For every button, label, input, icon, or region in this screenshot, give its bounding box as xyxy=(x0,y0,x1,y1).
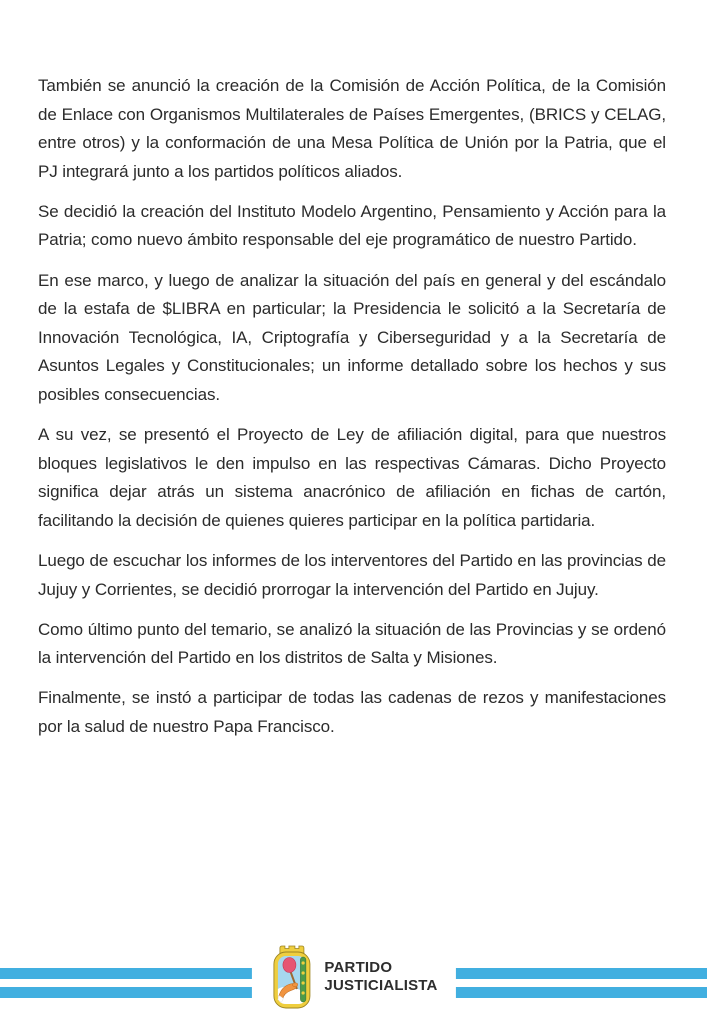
org-name-line1: PARTIDO xyxy=(324,959,393,976)
paragraph-6: Como último punto del temario, se analizó la situación de las Provincias y se ordenó la intervención del Partido en los distritos de Salta y Misiones. xyxy=(38,619,666,668)
paragraph-2: Se decidió la creación del Instituto Modelo Argentino, Pensamiento y Acción para la Patria; como nuevo ámbito responsable del eje programático de nuestro Partido. xyxy=(38,201,666,250)
paragraph-7: Finalmente, se instó a participar de todas las cadenas de rezos y manifestaciones por la salud de nuestro Papa Francisco. xyxy=(38,688,666,736)
paragraph-3: En ese marco, y luego de analizar la situación del país en general y del escándalo de la estafa de $LIBRA en particular; la Presidencia le solicitó a la Secretaría de Innovación Tecnológica, IA, Criptografía y Ciberseguridad y a la Secretaría de Asuntos Legales y Constitucionales; un informe detallado sobre los hechos y sus posibles consecuencias. xyxy=(38,270,666,404)
org-name xyxy=(324,959,437,995)
paragraph-4: A su vez, se presentó el Proyecto de Ley de afiliación digital, para que nuestros bloques legislativos le den impulso en las respectivas Cámaras. Dicho Proyecto significa dejar atrás un sistema anacrónico de afiliación en fichas de cartón, facilitando la decisión de quienes quieres participar en la política partidaria. xyxy=(38,425,666,530)
org-name-line2: JUSTICIALISTA xyxy=(324,977,438,994)
party-logo-lockup xyxy=(251,941,455,1013)
pj-shield-icon xyxy=(269,944,313,1010)
paragraph-5: Luego de escuchar los informes de los interventores del Partido en las provincias de Jujuy y Corrientes, se decidió prorrogar la intervención del Partido en Jujuy. xyxy=(38,550,666,599)
paragraph-1: También se anunció la creación de la Comisión de Acción Política, de la Comisión de Enlace con Organismos Multilaterales de Países Emergentes, (BRICS y CELAG, entre otros) y la conformación de una Mesa Política de Unión por la Patria, que el PJ integrará junto a los partidos políticos aliados. xyxy=(38,76,666,181)
